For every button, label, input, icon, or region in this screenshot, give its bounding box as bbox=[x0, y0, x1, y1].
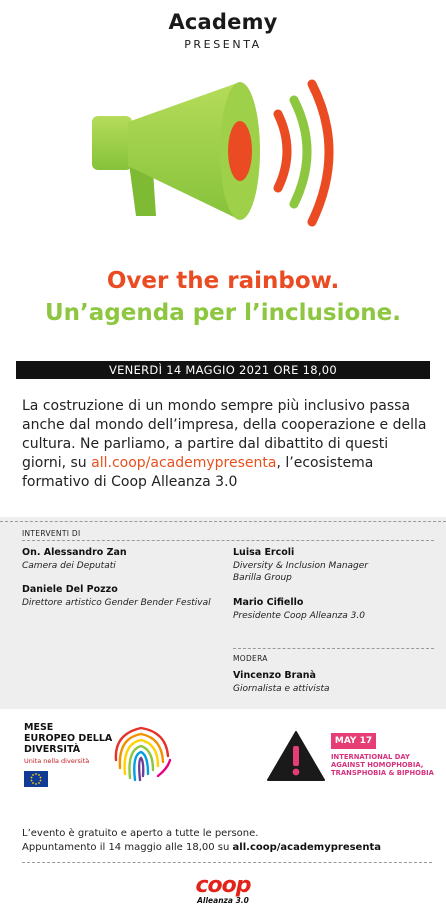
megaphone-icon bbox=[90, 70, 360, 250]
eu-flag-icon bbox=[24, 771, 48, 787]
speaker-name: Luisa Ercoli bbox=[233, 547, 295, 558]
speaker-role: Presidente Coop Alleanza 3.0 bbox=[233, 611, 365, 621]
speaker-company: Barilla Group bbox=[233, 573, 292, 583]
moderator-divider bbox=[233, 648, 434, 649]
coop-logo bbox=[0, 874, 446, 905]
title-line-2: Un’agenda per l’inclusione. bbox=[44, 300, 401, 326]
speaker-name: On. Alessandro Zan bbox=[22, 547, 127, 558]
footer-appointment bbox=[22, 842, 381, 853]
title-line-1: Over the rainbow. bbox=[106, 268, 340, 294]
moderator-label: MODERA bbox=[233, 654, 268, 663]
footer-divider bbox=[22, 862, 432, 863]
speakers-label: INTERVENTI DI bbox=[22, 529, 81, 538]
event-date-bar: VENERDÌ 14 MAGGIO 2021 ORE 18,00 bbox=[16, 361, 430, 379]
mese-line-2: EUROPEO DELLA bbox=[24, 733, 113, 744]
fingerprint-logo-icon bbox=[108, 720, 174, 786]
description-text-start: La costruzione di un mondo sempre più inclusivo passa anche dal mondo dell’impresa, della cooperazione e della cultura. Ne parliamo, a partire dal dibattito di questi giorni, su bbox=[22, 398, 427, 471]
speakers-divider bbox=[22, 540, 434, 541]
may17-badge: MAY 17 bbox=[331, 733, 376, 749]
mese-logo-subtitle: Unita nella diversità bbox=[24, 757, 90, 765]
warning-triangle-icon bbox=[266, 730, 326, 782]
speaker-role: Camera dei Deputati bbox=[22, 561, 116, 571]
moderator-name: Vincenzo Branà bbox=[233, 670, 316, 681]
speakers-panel bbox=[0, 517, 446, 709]
description-text-end: , l’ecosistema formativo di Coop Alleanza 3.0 bbox=[22, 455, 374, 490]
speaker-name: Daniele Del Pozzo bbox=[22, 584, 118, 595]
academy-brand: Academy bbox=[168, 10, 278, 34]
speaker-role: Diversity & Inclusion Manager bbox=[233, 561, 368, 571]
presenta-subtitle: PRESENTA bbox=[184, 38, 262, 51]
footer-link[interactable]: all.coop/academypresenta bbox=[232, 842, 381, 853]
mese-line-1: MESE bbox=[24, 722, 54, 733]
may17-caption bbox=[331, 753, 441, 777]
panel-divider-top bbox=[0, 521, 446, 522]
speaker-name: Mario Cifiello bbox=[233, 597, 304, 608]
may17-line-3: TRANSPHOBIA & BIPHOBIA bbox=[331, 769, 434, 777]
mese-line-3: DIVERSITÀ bbox=[24, 744, 81, 755]
may17-line-2: AGAINST HOMOPHOBIA, bbox=[331, 761, 424, 769]
coop-logo-subtitle: Alleanza 3.0 bbox=[197, 896, 249, 905]
academy-link[interactable]: all.coop/academypresenta bbox=[91, 455, 277, 471]
footer-appointment-text: Appuntamento il 14 maggio alle 18,00 su bbox=[22, 842, 233, 853]
moderator-role: Giornalista e attivista bbox=[233, 684, 330, 694]
may17-line-1: INTERNATIONAL DAY bbox=[331, 753, 410, 761]
footer-note: L’evento è gratuito e aperto a tutte le persone. bbox=[22, 828, 259, 839]
speaker-role: Direttore artistico Gender Bender Festival bbox=[22, 598, 211, 608]
event-description bbox=[22, 397, 432, 492]
coop-logo-word: coop bbox=[195, 873, 251, 898]
